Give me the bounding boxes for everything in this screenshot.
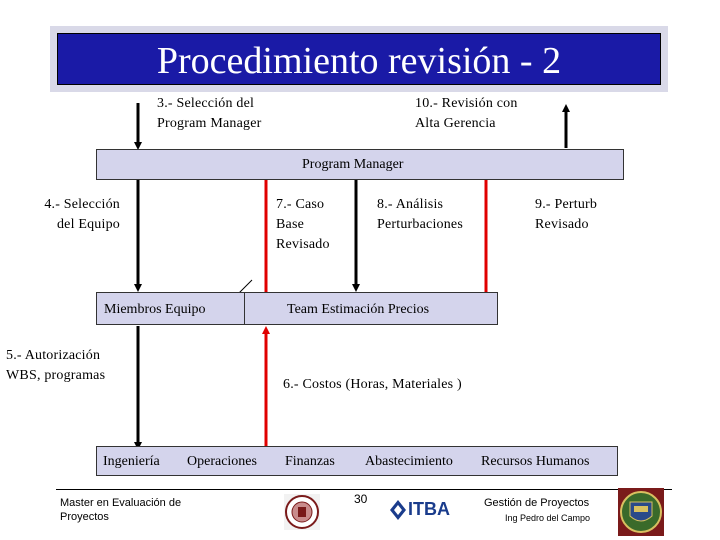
team-box-divider (244, 292, 245, 325)
label-step7: 7.- Caso Base Revisado (276, 197, 330, 252)
itba-logo-icon (388, 496, 468, 522)
slide-title: Procedimiento revisión - 2 (156, 40, 562, 82)
itba-logo-text: ITBA (408, 499, 450, 519)
program-manager-label: Program Manager (302, 157, 404, 172)
label-step8: 8.- Análisis Perturbaciones (377, 197, 463, 232)
dept-abastecimiento: Abastecimiento (365, 454, 453, 469)
footer-right-title: Gestión de Proyectos (484, 497, 590, 509)
label-step5: 5.- Autorización WBS, programas (6, 348, 106, 383)
team-label: Team Estimación Precios (287, 302, 430, 317)
label-step10: 10.- Revisión con Alta Gerencia (415, 96, 518, 131)
departments-box (96, 446, 618, 476)
dept-ingenieria: Ingeniería (103, 454, 160, 469)
crest-logo-icon (618, 488, 664, 536)
dept-recursos-humanos: Recursos Humanos (481, 454, 590, 469)
team-box (96, 292, 498, 325)
footer-left-text: Master en Evaluación de Proyectos (60, 497, 182, 523)
label-step4: 4.- Selección del Equipo (44, 197, 120, 232)
label-step3: 3.- Selección del Program Manager (157, 96, 262, 131)
label-step6: 6.- Costos (Horas, Materiales ) (283, 377, 462, 392)
footer-right-author: Ing Pedro del Campo (505, 513, 591, 523)
label-step9: 9.- Perturb Revisado (535, 197, 598, 232)
dept-operaciones: Operaciones (187, 454, 257, 469)
university-seal-icon (284, 494, 320, 530)
program-manager-box (96, 149, 624, 180)
dept-finanzas: Finanzas (285, 454, 335, 469)
page-number: 30 (354, 492, 368, 506)
miembros-label: Miembros Equipo (104, 302, 206, 317)
footer-divider (56, 489, 672, 490)
